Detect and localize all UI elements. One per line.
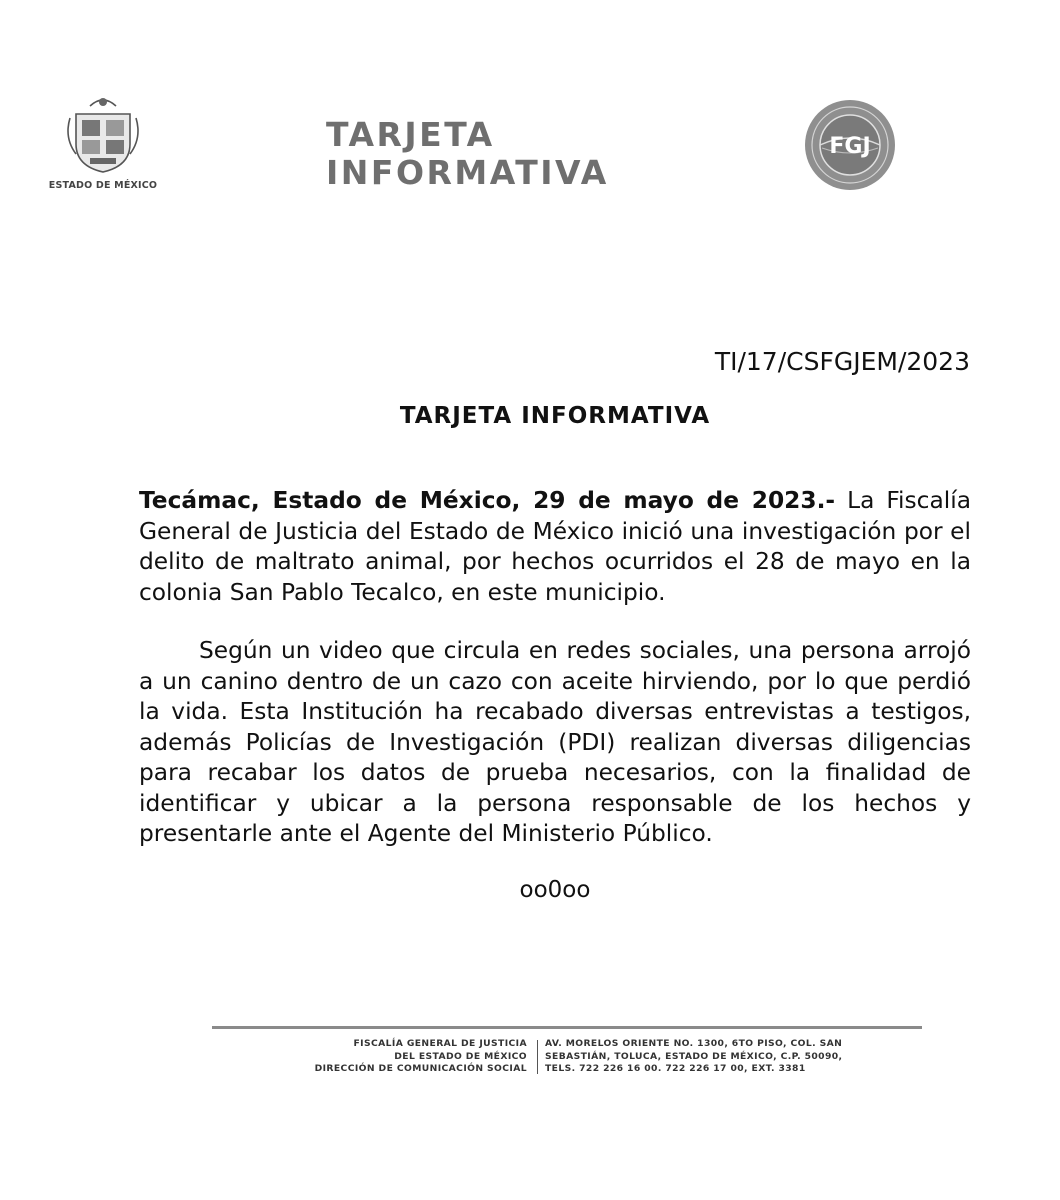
estado-de-mexico-label: ESTADO DE MÉXICO — [48, 180, 158, 191]
paragraph-1 — [139, 486, 971, 608]
document-folio: TI/17/CSFGJEM/2023 — [714, 347, 970, 376]
estado-de-mexico-logo — [44, 96, 162, 194]
fgj-logo — [800, 98, 900, 192]
closing-mark: oo0oo — [519, 877, 591, 903]
footer-address — [545, 1038, 842, 1076]
footer-right-line: TELS. 722 226 16 00. 722 226 17 00, EXT. 3381 — [545, 1063, 806, 1074]
coat-of-arms-icon — [62, 96, 144, 176]
fgj-seal-text: FGJ — [829, 134, 871, 159]
fgj-seal-icon — [800, 98, 900, 192]
footer-left-line: DIRECCIÓN DE COMUNICACIÓN SOCIAL — [314, 1063, 527, 1074]
footer-right-line: AV. MORELOS ORIENTE NO. 1300, 6TO PISO, COL. SAN — [545, 1038, 843, 1049]
header-title-line1: TARJETA — [326, 115, 495, 154]
footer-separator — [537, 1040, 538, 1074]
paragraph-2: Según un video que circula en redes sociales, una persona arrojó a un canino dentro de un cazo con aceite hirviendo, por lo que perdió la vida. Esta Institución ha recabado diversas entrevistas a testigos, además Policías de Investigación (PDI) realizan diversas diligencias para recabar los datos de prueba necesarios, con la finalidad de identificar y ubicar a la persona responsable de los hechos y presentarle ante el Agente del Ministerio Público. — [139, 637, 971, 847]
footer-institution — [315, 1038, 527, 1076]
footer-left-line: DEL ESTADO DE MÉXICO — [394, 1050, 527, 1062]
footer-divider — [212, 1026, 922, 1029]
paragraph-1-body: La Fiscalía General de Justicia del Estado de México inició una investigación por el delito de maltrato animal, por hechos ocurridos el 28 de mayo en la colonia San Pablo Tecalco, en este municipio. — [139, 487, 971, 606]
paragraph-1-lead: Tecámac, Estado de México, 29 de mayo de 2023.- — [139, 487, 836, 514]
header-title-line2: INFORMATIVA — [326, 153, 609, 192]
document-title: TARJETA INFORMATIVA — [399, 403, 711, 429]
footer-right-line: SEBASTIÁN, TOLUCA, ESTADO DE MÉXICO, C.P. 50090, — [545, 1050, 843, 1062]
header-title — [326, 116, 609, 192]
footer-left-line: FISCALÍA GENERAL DE JUSTICIA — [353, 1038, 527, 1049]
